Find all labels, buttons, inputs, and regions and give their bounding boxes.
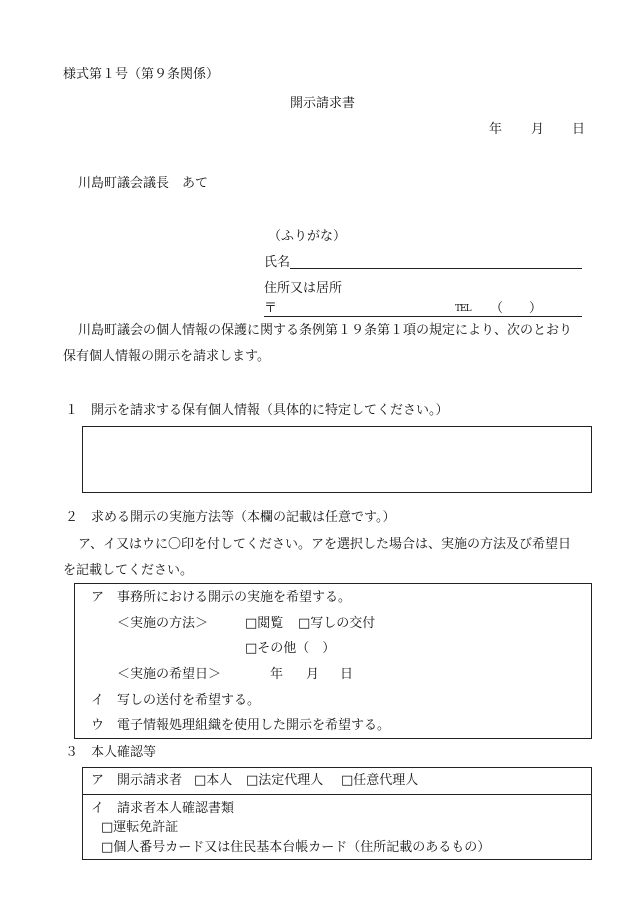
addressee: 川島町議会議長 あて	[78, 176, 209, 191]
section3-heading: ３ 本人確認等	[65, 745, 157, 760]
desired-date-month: 月	[306, 667, 320, 682]
id-card-checkbox[interactable]: □個人番号カード又は住民基本台帳カード（住所記載のあるもの）	[101, 840, 491, 855]
section2-method-box	[74, 583, 592, 739]
drivers-license-checkbox[interactable]: □運転免許証	[101, 820, 179, 835]
desired-date-day: 日	[340, 667, 354, 682]
tel-label: TEL	[455, 304, 471, 314]
name-label: 氏名	[264, 255, 291, 270]
postal-mark: 〒	[264, 301, 278, 316]
option-a-office[interactable]: ア 事務所における開示の実施を希望する。	[91, 590, 352, 605]
method-copy-checkbox[interactable]: □写しの交付	[298, 616, 376, 631]
section2-instruction-2: を記載してください。	[63, 563, 194, 578]
requester-self-checkbox[interactable]: □本人	[194, 773, 233, 788]
section3-row-divider	[82, 794, 592, 795]
date-day-label: 日	[572, 122, 586, 137]
date-year-label: 年	[489, 122, 503, 137]
method-label: ＜実施の方法＞	[117, 616, 209, 631]
method-other-checkbox[interactable]: □その他（ ）	[245, 641, 336, 656]
address-field-line[interactable]	[264, 316, 582, 317]
section1-heading: １ 開示を請求する保有個人情報（具体的に特定してください。）	[65, 403, 449, 418]
tel-area-parens: （ ）	[490, 301, 543, 316]
requester-legal-agent-checkbox[interactable]: □法定代理人	[246, 773, 324, 788]
method-view-checkbox[interactable]: □閲覧	[245, 616, 284, 631]
intro-line-2: 保有個人情報の開示を請求します。	[63, 349, 270, 364]
desired-date-year: 年	[270, 667, 284, 682]
option-i-mail[interactable]: イ 写しの送付を希望する。	[91, 693, 261, 708]
form-number: 様式第１号（第９条関係）	[63, 67, 220, 82]
identity-documents-label: イ 請求者本人確認書類	[91, 801, 235, 816]
desired-date-label: ＜実施の希望日＞	[117, 667, 222, 682]
date-month-label: 月	[531, 122, 545, 137]
name-field-line[interactable]	[290, 268, 582, 269]
requester-type-label: ア 開示請求者	[91, 773, 183, 788]
section1-input-box[interactable]	[82, 426, 592, 493]
furigana-label: （ふりがな）	[268, 229, 347, 244]
document-title: 開示請求書	[290, 96, 356, 111]
requester-voluntary-agent-checkbox[interactable]: □任意代理人	[341, 773, 419, 788]
option-u-electronic[interactable]: ウ 電子情報処理組織を使用した開示を希望する。	[91, 718, 391, 733]
intro-line-1: 川島町議会の個人情報の保護に関する条例第１９条第１項の規定により、次のとおり	[78, 323, 573, 338]
section2-heading: ２ 求める開示の実施方法等（本欄の記載は任意です。）	[65, 510, 396, 525]
section2-instruction-1: ア、イ又はウに〇印を付してください。アを選択した場合は、実施の方法及び希望日	[78, 537, 571, 552]
address-label: 住所又は居所	[264, 281, 343, 296]
